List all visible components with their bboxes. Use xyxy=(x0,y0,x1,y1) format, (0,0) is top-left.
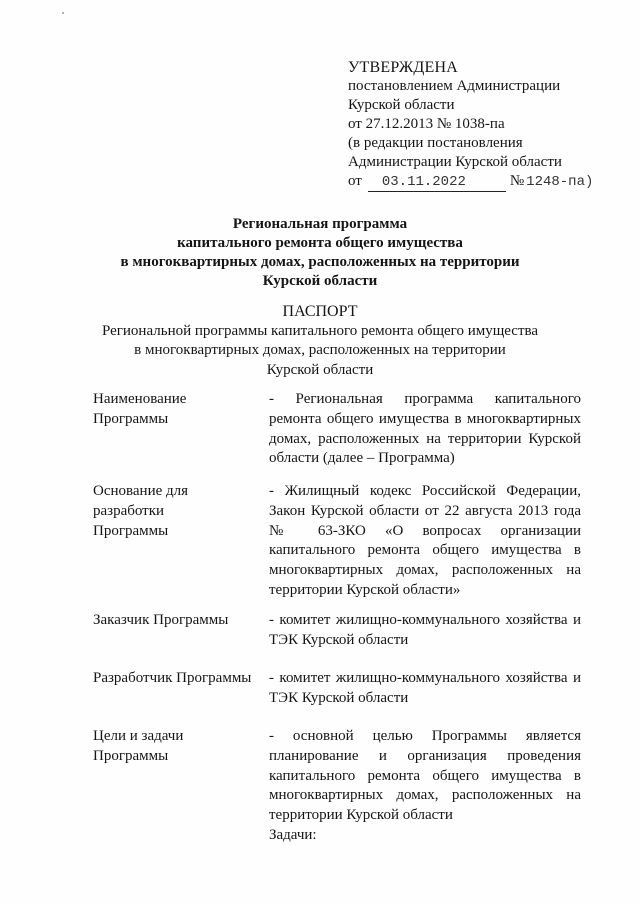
passport-header xyxy=(0,302,640,380)
approval-line: Администрации Курской области xyxy=(348,154,562,170)
approval-line: от 27.12.2013 № 1038-па xyxy=(348,116,505,132)
row-label: Цели и задачи Программы xyxy=(93,728,184,764)
title-line: в многоквартирных домах, расположенных на территории xyxy=(120,254,520,270)
date-prefix: от xyxy=(348,173,362,189)
passport-line: в многоквартирных домах, расположенных на территории xyxy=(134,342,506,358)
row-label: Основание для разработки Программы xyxy=(93,483,189,539)
row-value: - основной целью Программы является планирование и организация проведения капитального ремонта общего имущества в многоквартирных домах, расположенных на территории Курской области xyxy=(269,728,581,824)
title-line: капитального ремонта общего имущества xyxy=(177,235,463,251)
approval-line: Курской области xyxy=(348,97,455,113)
approval-line: (в редакции постановления xyxy=(348,135,523,151)
row-value: - комитет жилищно-коммунального хозяйства и ТЭК Курской области xyxy=(269,612,581,648)
approval-line: постановлением Администрации xyxy=(348,78,561,94)
approval-heading: УТВЕРЖДЕНА xyxy=(348,59,459,76)
passport-line: Курской области xyxy=(266,361,374,378)
number-prefix: № xyxy=(509,173,525,189)
row-label: Заказчик Программы xyxy=(93,612,229,628)
date-value: 03.11.2022 xyxy=(368,174,506,192)
row-value: - комитет жилищно-коммунального хозяйства и ТЭК Курской области xyxy=(269,670,581,706)
row-label: Разработчик Программы xyxy=(93,670,252,686)
row-label: Наименование Программы xyxy=(93,391,187,427)
row-value: - Жилищный кодекс Российской Федерации, Закон Курской области от 22 августа 2013 года № 63-ЗКО «О вопросах организации капитального ремонта общего имущества в многоквартирных домах, расположенных на территории Курской области» xyxy=(269,483,581,598)
number-value: 1248-па) xyxy=(526,174,594,190)
passport-heading: ПАСПОРТ xyxy=(282,303,358,320)
title-line: Курской области xyxy=(262,273,378,289)
approval-stamp xyxy=(348,58,618,192)
approval-date-line xyxy=(348,172,618,192)
row-value: - Региональная программа капитального ремонта общего имущества в многоквартирных домах, расположенных на территории Курской области (далее – Программа) xyxy=(269,391,581,467)
row-value-extra: Задачи: xyxy=(269,826,317,843)
program-title xyxy=(0,215,640,291)
row-value-block xyxy=(269,727,581,846)
scan-speck xyxy=(62,12,64,14)
passport-line: Региональной программы капитального ремонта общего имущества xyxy=(101,322,539,339)
title-line: Региональная программа xyxy=(232,216,408,232)
